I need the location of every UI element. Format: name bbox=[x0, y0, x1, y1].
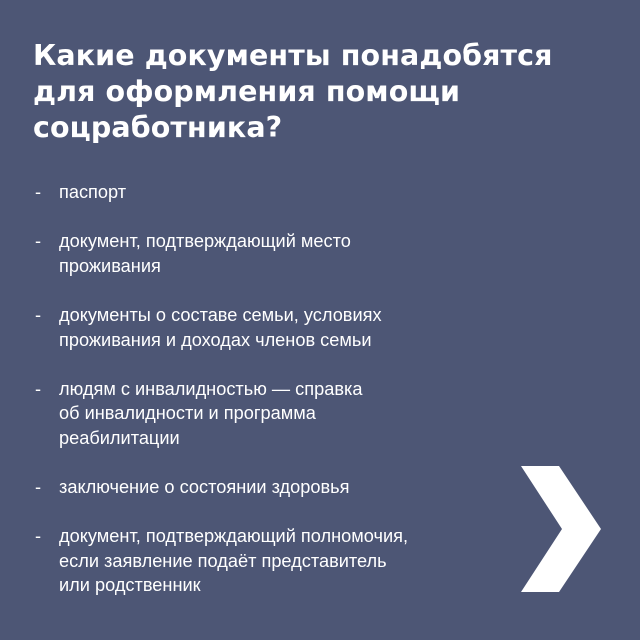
list-item-text bbox=[59, 303, 525, 352]
list-item-line: документ, подтверждающий место bbox=[59, 231, 351, 252]
list-item-disability-documents bbox=[35, 377, 525, 451]
list-item-text bbox=[59, 377, 525, 451]
list-item-line: об инвалидности и программа bbox=[59, 403, 316, 424]
list-marker: - bbox=[35, 477, 42, 498]
list-item-line: паспорт bbox=[59, 182, 127, 202]
list-item-line: проживания и доходах членов семьи bbox=[59, 329, 372, 350]
list-marker: - bbox=[35, 378, 42, 399]
list-item-line: если заявление подаёт представитель bbox=[59, 550, 387, 571]
list-item-line: документы о составе семьи, условиях bbox=[59, 305, 382, 326]
list-item-line: реабилитации bbox=[59, 427, 180, 448]
page-title bbox=[33, 38, 593, 146]
chevron-right-icon[interactable] bbox=[518, 466, 602, 592]
list-item-residence-document bbox=[35, 229, 525, 278]
list-marker: - bbox=[35, 526, 42, 547]
list-item-text bbox=[59, 180, 525, 205]
list-item-line: людям с инвалидностью — справка bbox=[59, 378, 363, 399]
list-item-line: документ, подтверждающий полномочия, bbox=[59, 526, 409, 547]
required-documents-list bbox=[35, 180, 525, 598]
list-marker: - bbox=[35, 182, 42, 202]
list-item-passport bbox=[35, 180, 525, 205]
list-item-text bbox=[59, 229, 525, 278]
list-item-text bbox=[59, 524, 525, 598]
list-item-line: заключение о состоянии здоровья bbox=[59, 477, 350, 498]
list-item-line: или родственник bbox=[59, 575, 201, 596]
list-item-line: проживания bbox=[59, 255, 161, 276]
list-item-authority-document bbox=[35, 524, 525, 598]
list-marker: - bbox=[35, 305, 42, 326]
list-marker: - bbox=[35, 231, 42, 252]
title-line-2: для оформления помощи bbox=[33, 75, 461, 108]
title-line-1: Какие документы понадобятся bbox=[33, 39, 553, 72]
list-item-health-conclusion bbox=[35, 475, 525, 500]
list-item-family-income-documents bbox=[35, 303, 525, 352]
list-item-text bbox=[59, 475, 525, 500]
title-line-3: соцработника? bbox=[33, 111, 283, 144]
